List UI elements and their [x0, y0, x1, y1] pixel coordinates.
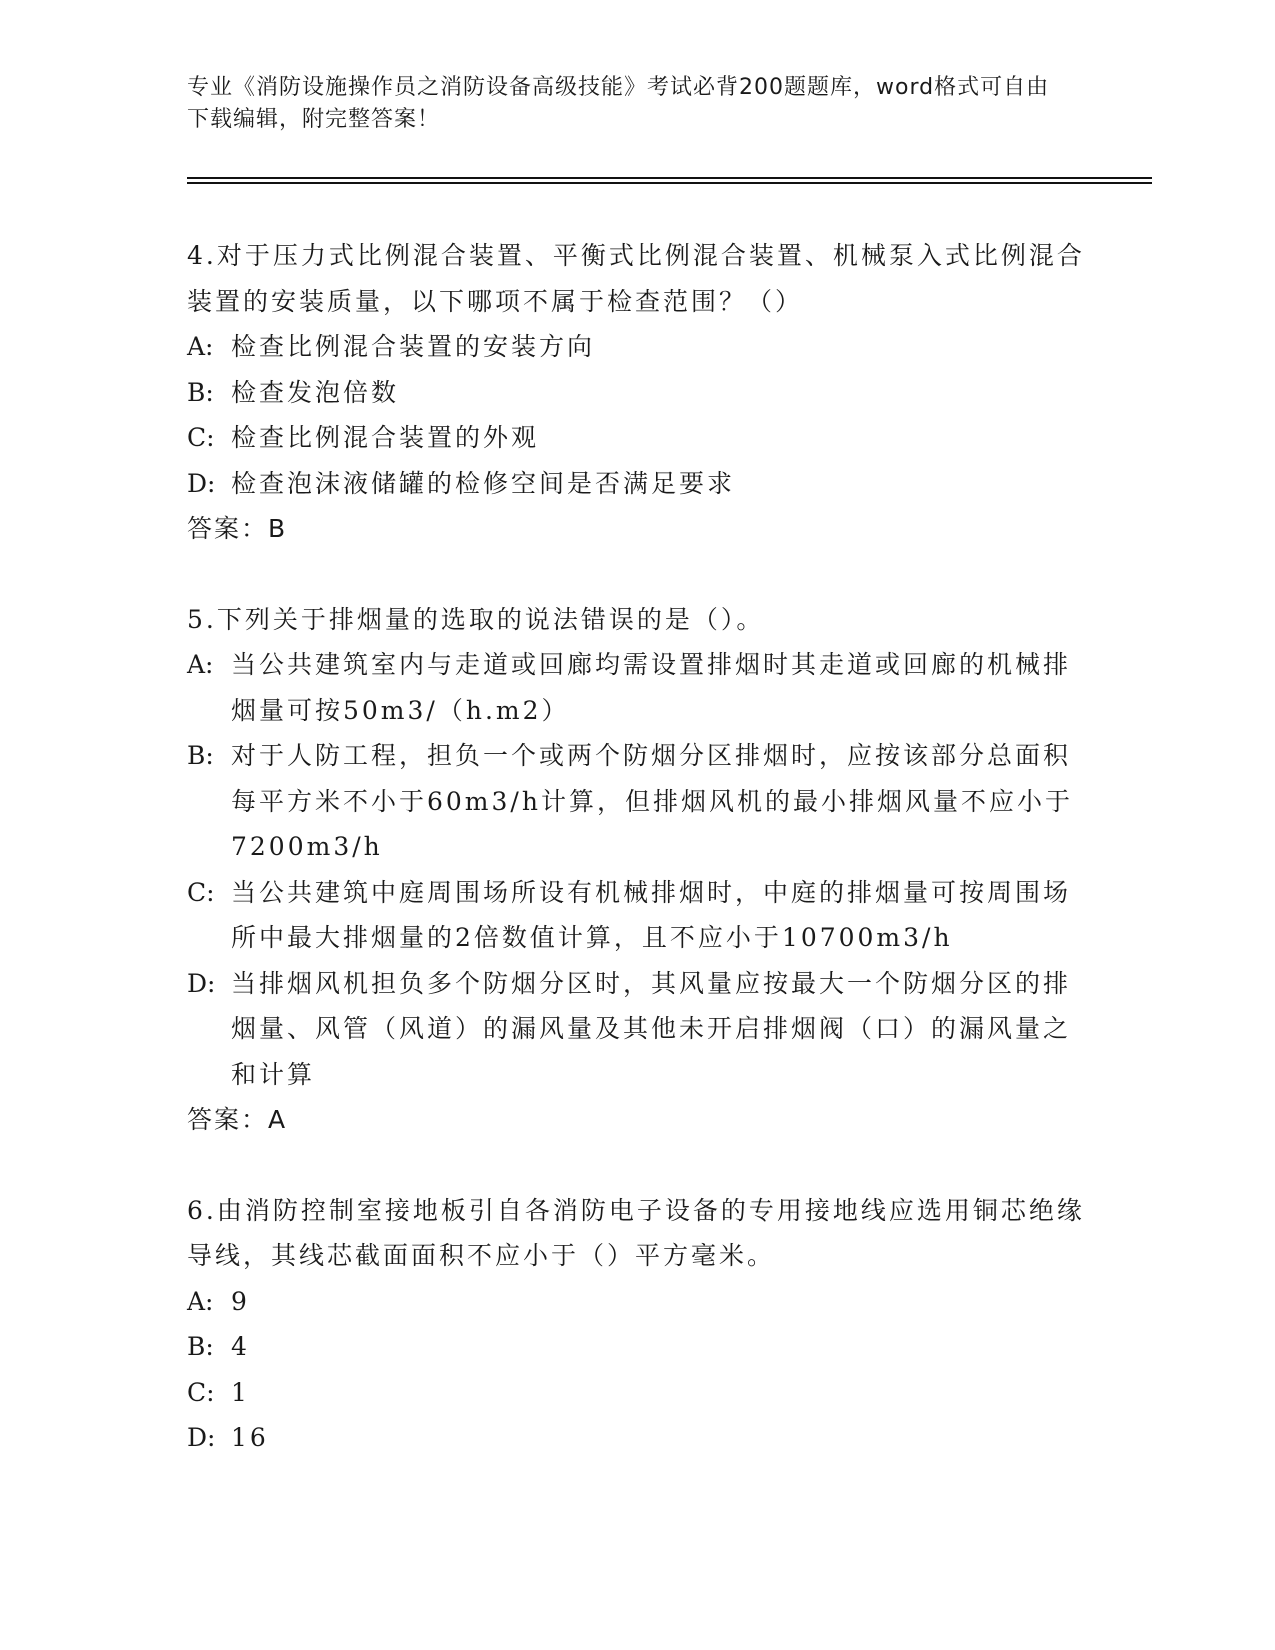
question-stem: 5.下列关于排烟量的选取的说法错误的是（）。	[187, 604, 765, 634]
option-text: 当排烟风机担负多个防烟分区时，其风量应按最大一个防烟分区的排烟量、风管（风道）的漏风量及其他未开启排烟阀（口）的漏风量之和计算	[231, 968, 1072, 1089]
document-intro: 专业《消防设施操作员之消防设备高级技能》考试必背200题题库，word格式可自由下载编辑，附完整答案！	[187, 75, 1050, 132]
option-letter: D:	[187, 968, 216, 998]
question-4	[187, 233, 1087, 552]
header-divider-top	[187, 177, 1152, 179]
option-letter: A:	[187, 1286, 214, 1316]
option-letter: D:	[187, 468, 216, 498]
option-text: 16	[231, 1423, 269, 1452]
option-letter: B:	[187, 377, 214, 407]
option-c	[187, 415, 1087, 461]
option-b	[187, 370, 1087, 416]
option-text: 当公共建筑室内与走道或回廊均需设置排烟时其走道或回廊的机械排烟量可按50m3/（h.m2）	[231, 650, 1072, 725]
option-text: 当公共建筑中庭周围场所设有机械排烟时，中庭的排烟量可按周围场所中最大排烟量的2倍数值计算，且不应小于10700m3/h	[231, 877, 1072, 952]
option-a	[187, 324, 1087, 370]
question-6	[187, 1188, 1087, 1461]
option-a	[187, 1279, 1087, 1325]
question-5	[187, 597, 1087, 1143]
answer-label: 答案：B	[187, 514, 288, 543]
option-d	[187, 461, 1087, 507]
option-letter: C:	[187, 423, 215, 452]
option-text: 4	[231, 1332, 250, 1361]
question-stem: 4.对于压力式比例混合装置、平衡式比例混合装置、机械泵入式比例混合装置的安装质量，以下哪项不属于检查范围？（）	[187, 241, 1085, 316]
option-d	[187, 961, 1087, 1098]
option-letter: C:	[187, 1377, 215, 1407]
option-text: 检查泡沫液储罐的检修空间是否满足要求	[231, 468, 736, 498]
option-letter: D:	[187, 1423, 216, 1452]
question-stem: 6.由消防控制室接地板引自各消防电子设备的专用接地线应选用铜芯绝缘导线，其线芯截面面积不应小于（）平方毫米。	[187, 1195, 1085, 1270]
option-text: 检查比例混合装置的安装方向	[231, 332, 596, 361]
answer-label: 答案：A	[187, 1105, 288, 1134]
option-letter: C:	[187, 877, 215, 907]
option-letter: B:	[187, 1332, 214, 1361]
option-b	[187, 1324, 1087, 1370]
option-letter: A:	[187, 332, 214, 361]
option-text: 检查比例混合装置的外观	[231, 423, 540, 452]
option-letter: A:	[187, 650, 214, 679]
option-a	[187, 642, 1087, 733]
option-b	[187, 733, 1087, 870]
option-c	[187, 1370, 1087, 1416]
option-d	[187, 1415, 1087, 1461]
question-list	[187, 233, 1087, 1506]
option-text: 检查发泡倍数	[231, 377, 400, 407]
option-text: 9	[231, 1286, 250, 1316]
option-text: 对于人防工程，担负一个或两个防烟分区排烟时，应按该部分总面积每平方米不小于60m3/h计算，但排烟风机的最小排烟风量不应小于7200m3/h	[231, 741, 1073, 861]
option-letter: B:	[187, 741, 214, 770]
option-text: 1	[231, 1377, 250, 1407]
option-c	[187, 870, 1087, 961]
header-divider-bottom	[187, 182, 1152, 184]
